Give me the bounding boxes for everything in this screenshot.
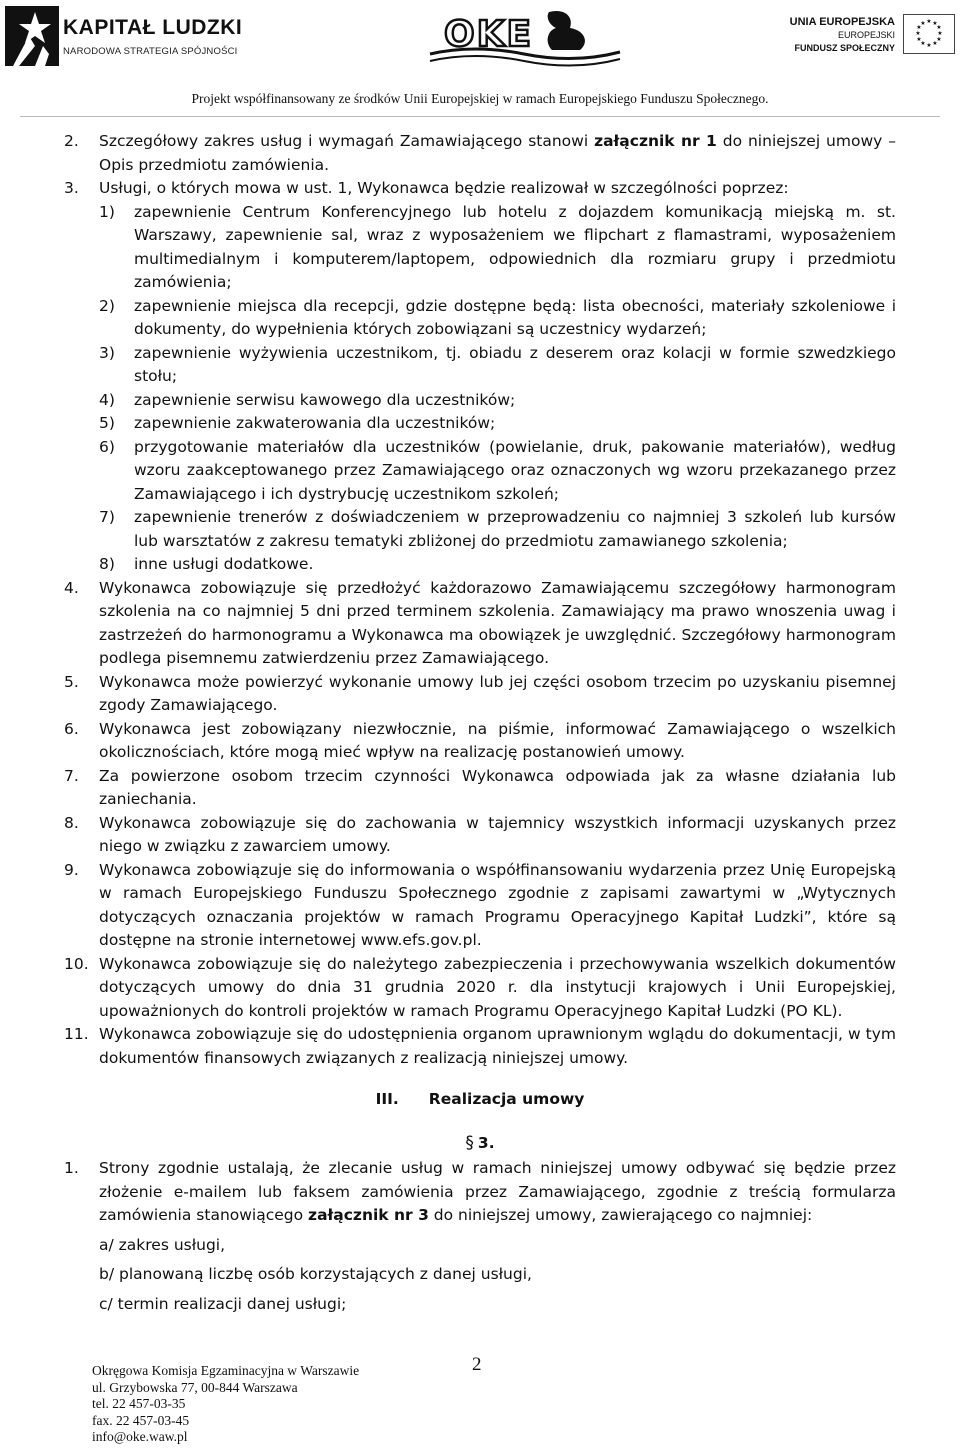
- document-body: [64, 130, 896, 1316]
- eu-logo: [780, 12, 955, 62]
- item-number: 4.: [64, 578, 79, 597]
- list-item: [64, 671, 896, 718]
- footer-fax: fax. 22 457-03-45: [92, 1412, 190, 1428]
- footer-email: info@oke.waw.pl: [92, 1429, 188, 1444]
- list-item: [64, 177, 896, 201]
- sub-text: zapewnienie Centrum Konferencyjnego lub hotelu z dojazdem komunikacją miejską m. st. Warszawy, zapewnienie sal, wraz z wyposażeniem we flipchart z flamastrami, wyposażeniem multimedialnym i komputerem/laptopem, odpowiednich dla rozmiaru grupy i przedmiotu zamówienia;: [134, 202, 896, 291]
- cofunding-note: Projekt współfinansowany ze środków Unii Europejskiej w ramach Europejskiego Funduszu Społecznego.: [191, 91, 769, 106]
- item-number: 8.: [64, 813, 79, 832]
- sub-text: przygotowanie materiałów dla uczestników (powielanie, druk, pakowanie materiałów), według wzoru zaakceptowanego przez Zamawiającego oraz oznaczonych wg wzoru przekazanego przez Zamawiającego i ich dystrybucję uczestnikom szkoleń;: [134, 437, 896, 503]
- item-text: Strony zgodnie ustalają, że zlecanie usług w ramach niniejszej umowy odbywać się będzie przez złożenie e-mailem lub faksem zamówienia przez Zamawiającego, zgodnie z treścią formularza zamówienia stanowiącego: [99, 1159, 896, 1224]
- sub-number: 1): [99, 202, 115, 221]
- list-item: [64, 953, 896, 1024]
- letter-list: [99, 1234, 896, 1317]
- svg-text:★: ★: [920, 20, 926, 27]
- section-title: Realizacja umowy: [428, 1090, 585, 1108]
- list-item: [64, 859, 896, 953]
- list-item: [64, 1023, 896, 1070]
- section-number: III.: [375, 1090, 399, 1108]
- item-text: Wykonawca jest zobowiązany niezwłocznie, na piśmie, informować Zamawiającego o wszelkich okolicznościach, które mogą mieć wpływ na realizację postanowień umowy.: [99, 719, 896, 761]
- kapital-ludzki-title: KAPITAŁ LUDZKI: [63, 16, 243, 39]
- sub-text: zapewnienie serwisu kawowego dla uczestników;: [134, 390, 516, 409]
- item-bold-ref: załącznik nr 3: [308, 1206, 429, 1224]
- item-text: Za powierzone osobom trzecim czynności Wykonawca odpowiada jak za własne działania lub zaniechania.: [99, 766, 896, 808]
- page-header: [0, 0, 960, 110]
- item-text: do niniejszej umowy – Opis przedmiotu zamówienia.: [99, 132, 896, 174]
- footer-tel: tel. 22 457-03-35: [92, 1396, 186, 1411]
- kapital-ludzki-subtitle: NARODOWA STRATEGIA SPÓJNOŚCI: [63, 46, 238, 57]
- svg-text:★: ★: [936, 24, 942, 31]
- section-heading: [64, 1088, 896, 1112]
- sub-number: 2): [99, 296, 115, 315]
- sub-item: [99, 506, 896, 553]
- item-number: 10.: [64, 954, 89, 973]
- letter-item: c/ termin realizacji danej usługi;: [99, 1294, 347, 1313]
- sub-item: [99, 436, 896, 507]
- svg-text:★: ★: [916, 24, 922, 31]
- svg-text:★: ★: [916, 36, 922, 43]
- sub-text: zapewnienie trenerów z doświadczeniem w przeprowadzeniu co najmniej 3 szkoleń lub kursów lub warsztatów z zakresu tematyki zbliżonej do przedmiotu zamawianego szkolenia;: [134, 508, 896, 550]
- paragraph-symbol: §: [465, 1132, 474, 1153]
- sub-text: zapewnienie zakwaterowania dla uczestników;: [134, 414, 496, 432]
- svg-text:★: ★: [937, 30, 943, 37]
- svg-text:★: ★: [932, 40, 938, 47]
- eu-line-3: FUNDUSZ SPOŁECZNY: [794, 43, 895, 53]
- item-text: Wykonawca może powierzyć wykonanie umowy lub jej części osobom trzecim po uzyskaniu pisemnej zgody Zamawiającego.: [99, 672, 896, 714]
- sub-item: [99, 412, 896, 436]
- list-item: [64, 1157, 896, 1228]
- sub-number: 6): [99, 437, 115, 456]
- sub-number: 3): [99, 343, 115, 362]
- eu-flag-icon: [903, 14, 955, 54]
- item-number: 5.: [64, 672, 79, 691]
- svg-text:★: ★: [932, 20, 938, 27]
- header-divider: [20, 116, 940, 117]
- kapital-ludzki-logo: [5, 6, 245, 66]
- item-text: Wykonawca zobowiązuje się do zachowania w tajemnicy wszystkich informacji uzyskanych przez niego w związku z zawarciem umowy.: [99, 813, 896, 855]
- sub-item: [99, 389, 896, 413]
- sub-text: zapewnienie miejsca dla recepcji, gdzie dostępne będą: lista obecności, materiały szkoleniowe i dokumenty, do wypełnienia których zobowiązani są uczestnicy wydarzeń;: [134, 296, 896, 338]
- item-text: do niniejszej umowy, zawierającego co najmniej:: [428, 1206, 813, 1224]
- list-item: [64, 718, 896, 765]
- item-number: 9.: [64, 860, 79, 879]
- sub-item: [99, 342, 896, 389]
- sub-text: zapewnienie wyżywienia uczestnikom, tj. obiadu z deserem oraz kolacji w formie szwedzkiego stołu;: [134, 343, 896, 385]
- eu-line-1: UNIA EUROPEJSKA: [789, 16, 895, 28]
- item-number: 7.: [64, 766, 79, 785]
- sub-item: [99, 201, 896, 295]
- item-number: 6.: [64, 719, 79, 738]
- item-bold-ref: załącznik nr 1: [594, 132, 717, 150]
- sub-number: 5): [99, 414, 115, 432]
- sub-item: [99, 553, 896, 577]
- eu-line-2: EUROPEJSKI: [837, 30, 895, 40]
- item-number: 1.: [64, 1159, 79, 1177]
- footer-address: ul. Grzybowska 77, 00-844 Warszawa: [92, 1379, 298, 1395]
- svg-text:★: ★: [926, 42, 932, 49]
- item-text: Wykonawca zobowiązuje się przedłożyć każdorazowo Zamawiającemu szczegółowy harmonogram szkolenia na co najmniej 5 dni przed terminem szkolenia. Zamawiający ma prawo wnoszenia uwag i zastrzeżeń do harmonogramu a Wykonawca ma obowiązek je uwzględnić. Szczegółowy harmonogram podlega pisemnemu zatwierdzeniu przez Zamawiającego.: [99, 578, 896, 667]
- list-item: [64, 577, 896, 671]
- page-footer: [92, 1363, 359, 1446]
- oke-logo: [424, 6, 624, 68]
- sub-item: [99, 295, 896, 342]
- page-number: 2: [472, 1354, 482, 1375]
- svg-text:★: ★: [915, 30, 921, 37]
- item-text: Wykonawca zobowiązuje się do należytego zabezpieczenia i przechowywania wszelkich dokumentów dotyczących umowy do dnia 31 grudnia 2020 r. dla instytucji krajowych i Unii Europejskiej, upoważnionych do kontroli projektów w ramach Programu Operacyjnego Kapitał Ludzki (PO KL).: [99, 954, 896, 1020]
- paragraph-number: 3.: [477, 1133, 495, 1152]
- item-text: Wykonawca zobowiązuje się do udostępnienia organom uprawnionym wglądu do dokumentacji, w tym dokumentów finansowych związanych z realizacją niniejszej umowy.: [99, 1025, 896, 1067]
- svg-text:★: ★: [936, 36, 942, 43]
- list-item: [64, 130, 896, 177]
- item-text: Usługi, o których mowa w ust. 1, Wykonawca będzie realizował w szczególności poprzez:: [99, 179, 789, 197]
- sub-number: 7): [99, 508, 115, 526]
- paragraph-heading: [64, 1132, 896, 1156]
- svg-text:★: ★: [920, 40, 926, 47]
- item-number: 2.: [64, 132, 79, 150]
- item-text: Wykonawca zobowiązuje się do informowania o współfinansowaniu wydarzenia przez Unię Europejską w ramach Europejskiego Funduszu Społecznego zgodnie z zapisami zawartymi w „Wytycznych dotyczących oznaczania projektów w ramach Programu Operacyjnego Kapitał Ludzki”, które są dostępne na stronie internetowej www.efs.gov.pl.: [99, 860, 896, 949]
- kapital-ludzki-mark-icon: [5, 6, 59, 66]
- list-item: [64, 765, 896, 812]
- oke-logo-text: OKE: [444, 14, 534, 55]
- sub-text: inne usługi dodatkowe.: [134, 555, 314, 573]
- item-number: 3.: [64, 179, 79, 197]
- sub-number: 8): [99, 555, 115, 573]
- sub-number: 4): [99, 390, 115, 409]
- letter-item: b/ planowaną liczbę osób korzystających z danej usługi,: [99, 1265, 532, 1283]
- letter-item: a/ zakres usługi,: [99, 1235, 226, 1254]
- item-text: Szczegółowy zakres usług i wymagań Zamawiającego stanowi: [99, 132, 595, 150]
- svg-text:★: ★: [926, 18, 932, 25]
- footer-org: Okręgowa Komisja Egzaminacyjna w Warszawie: [92, 1363, 360, 1378]
- item-number: 11.: [64, 1025, 89, 1043]
- list-item: [64, 812, 896, 859]
